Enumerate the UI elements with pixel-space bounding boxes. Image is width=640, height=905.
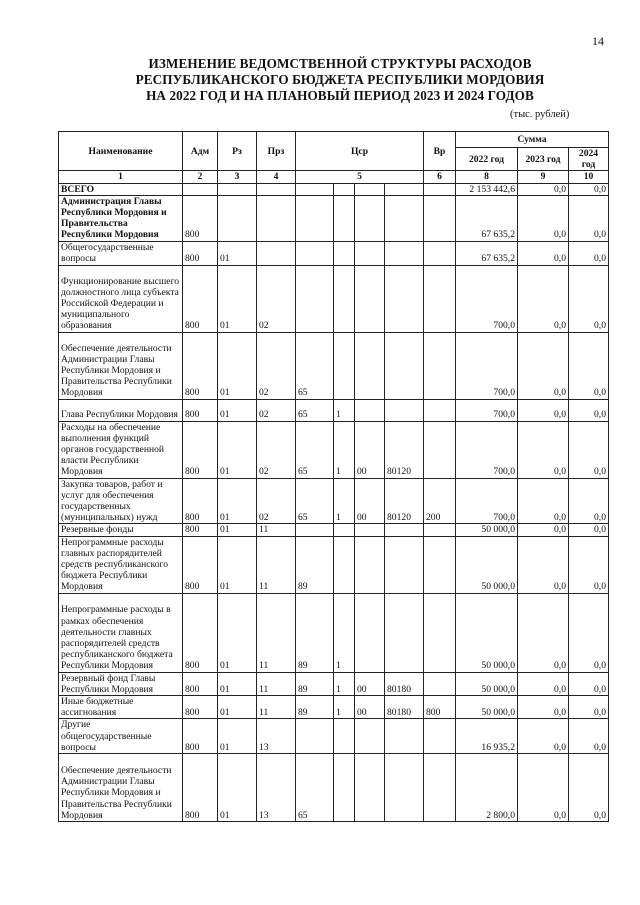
document-title xyxy=(120,56,560,104)
cell-sum-2022: 2 800,0 xyxy=(456,754,518,822)
table-row xyxy=(59,241,609,265)
cell-csr-subprogram: 1 xyxy=(334,593,355,672)
cell-sum-2024: 0,0 xyxy=(569,195,609,241)
cell-sum-2022: 50 000,0 xyxy=(456,672,518,695)
cell-sum-2024: 0,0 xyxy=(569,696,609,719)
cell-sum-2022: 50 000,0 xyxy=(456,593,518,672)
table-row xyxy=(59,265,609,332)
cell-vr xyxy=(424,672,456,695)
cell-csr-event xyxy=(355,719,385,754)
cell-sum-2023: 0,0 xyxy=(518,672,569,695)
cell-sum-2022: 50 000,0 xyxy=(456,536,518,593)
col-number: 4 xyxy=(257,171,296,183)
cell-csr-program: 65 xyxy=(296,421,334,478)
cell-csr-subprogram xyxy=(334,195,355,241)
cell-csr-program xyxy=(296,265,334,332)
col-number: 1 xyxy=(59,171,183,183)
table-row xyxy=(59,183,609,195)
cell-prz: 11 xyxy=(257,524,296,536)
row-name: Закупка товаров, работ и услуг для обеспечения государственных (муниципальных) нужд xyxy=(59,478,183,524)
header-adm: Адм xyxy=(183,132,218,171)
cell-sum-2023: 0,0 xyxy=(518,265,569,332)
cell-adm: 800 xyxy=(183,524,218,536)
header-2022: 2022 год xyxy=(456,148,518,171)
cell-csr-direction: 80180 xyxy=(385,672,424,695)
header-vr: Вр xyxy=(424,132,456,171)
cell-sum-2024: 0,0 xyxy=(569,478,609,524)
cell-csr-event: 00 xyxy=(355,696,385,719)
cell-csr-subprogram xyxy=(334,241,355,265)
cell-sum-2023: 0,0 xyxy=(518,399,569,421)
cell-csr-subprogram: 1 xyxy=(334,696,355,719)
cell-rz: 01 xyxy=(218,536,257,593)
cell-csr-program: 89 xyxy=(296,696,334,719)
cell-vr xyxy=(424,536,456,593)
cell-vr xyxy=(424,593,456,672)
cell-csr-event xyxy=(355,536,385,593)
col-number: 3 xyxy=(218,171,257,183)
row-name: Иные бюджетные ассигнования xyxy=(59,696,183,719)
cell-csr-event xyxy=(355,754,385,822)
row-name: Резервные фонды xyxy=(59,524,183,536)
cell-sum-2023: 0,0 xyxy=(518,524,569,536)
cell-rz: 01 xyxy=(218,754,257,822)
cell-csr-subprogram: 1 xyxy=(334,421,355,478)
cell-sum-2024: 0,0 xyxy=(569,399,609,421)
cell-csr-direction xyxy=(385,754,424,822)
cell-sum-2022: 16 935,2 xyxy=(456,719,518,754)
table-row xyxy=(59,536,609,593)
cell-vr xyxy=(424,719,456,754)
header-rz: Рз xyxy=(218,132,257,171)
cell-sum-2023: 0,0 xyxy=(518,332,569,399)
cell-csr-direction: 80120 xyxy=(385,478,424,524)
col-number: 5 xyxy=(296,171,424,183)
cell-csr-subprogram xyxy=(334,265,355,332)
cell-csr-direction xyxy=(385,183,424,195)
cell-adm: 800 xyxy=(183,536,218,593)
header-csr: Цср xyxy=(296,132,424,171)
cell-sum-2024: 0,0 xyxy=(569,754,609,822)
cell-csr-event xyxy=(355,183,385,195)
cell-adm: 800 xyxy=(183,696,218,719)
cell-csr-direction xyxy=(385,265,424,332)
table-row xyxy=(59,399,609,421)
cell-sum-2024: 0,0 xyxy=(569,536,609,593)
cell-vr xyxy=(424,265,456,332)
cell-sum-2022: 50 000,0 xyxy=(456,524,518,536)
col-number: 9 xyxy=(518,171,569,183)
cell-prz: 11 xyxy=(257,536,296,593)
cell-adm: 800 xyxy=(183,754,218,822)
cell-sum-2024: 0,0 xyxy=(569,241,609,265)
page-number: 14 xyxy=(592,34,604,48)
cell-prz: 02 xyxy=(257,478,296,524)
cell-vr xyxy=(424,332,456,399)
cell-csr-program: 65 xyxy=(296,399,334,421)
cell-csr-direction xyxy=(385,241,424,265)
table-row xyxy=(59,754,609,822)
cell-csr-program xyxy=(296,183,334,195)
col-number: 8 xyxy=(456,171,518,183)
table-row xyxy=(59,593,609,672)
table-body xyxy=(59,183,609,821)
cell-sum-2024: 0,0 xyxy=(569,672,609,695)
cell-sum-2024: 0,0 xyxy=(569,332,609,399)
cell-sum-2022: 50 000,0 xyxy=(456,696,518,719)
table-row xyxy=(59,672,609,695)
cell-rz: 01 xyxy=(218,478,257,524)
cell-adm: 800 xyxy=(183,478,218,524)
cell-sum-2023: 0,0 xyxy=(518,421,569,478)
header-2024: 2024 год xyxy=(569,148,609,171)
row-name: Другие общегосударственные вопросы xyxy=(59,719,183,754)
cell-csr-program: 89 xyxy=(296,672,334,695)
row-name: Общегосударственные вопросы xyxy=(59,241,183,265)
cell-rz: 01 xyxy=(218,241,257,265)
cell-prz: 02 xyxy=(257,332,296,399)
cell-sum-2022: 67 635,2 xyxy=(456,195,518,241)
cell-vr xyxy=(424,399,456,421)
cell-csr-direction xyxy=(385,593,424,672)
cell-sum-2023: 0,0 xyxy=(518,195,569,241)
cell-csr-direction xyxy=(385,399,424,421)
cell-rz: 01 xyxy=(218,719,257,754)
column-numbers-row xyxy=(59,171,609,183)
cell-adm: 800 xyxy=(183,332,218,399)
table-row xyxy=(59,524,609,536)
header-prz: Прз xyxy=(257,132,296,171)
cell-vr xyxy=(424,195,456,241)
cell-rz: 01 xyxy=(218,593,257,672)
cell-sum-2023: 0,0 xyxy=(518,593,569,672)
cell-rz: 01 xyxy=(218,421,257,478)
cell-sum-2024: 0,0 xyxy=(569,265,609,332)
cell-rz: 01 xyxy=(218,696,257,719)
table-row xyxy=(59,696,609,719)
table-row xyxy=(59,332,609,399)
cell-prz: 11 xyxy=(257,696,296,719)
units-note: (тыс. рублей) xyxy=(510,109,570,120)
cell-sum-2023: 0,0 xyxy=(518,719,569,754)
header-2023: 2023 год xyxy=(518,148,569,171)
cell-vr xyxy=(424,754,456,822)
cell-csr-program: 65 xyxy=(296,478,334,524)
col-number: 10 xyxy=(569,171,609,183)
cell-csr-event: 00 xyxy=(355,478,385,524)
row-name: Функционирование высшего должностного лица субъекта Российской Федерации и муниципального образования xyxy=(59,265,183,332)
cell-prz: 11 xyxy=(257,672,296,695)
cell-sum-2022: 700,0 xyxy=(456,478,518,524)
row-name: Непрограммные расходы главных распорядителей средств республиканского бюджета Республики Мордовия xyxy=(59,536,183,593)
cell-csr-program: 89 xyxy=(296,593,334,672)
cell-csr-direction xyxy=(385,719,424,754)
cell-prz xyxy=(257,183,296,195)
cell-csr-program xyxy=(296,241,334,265)
table-row xyxy=(59,195,609,241)
cell-rz: 01 xyxy=(218,399,257,421)
cell-adm: 800 xyxy=(183,719,218,754)
cell-adm: 800 xyxy=(183,399,218,421)
row-name: Резервный фонд Главы Республики Мордовия xyxy=(59,672,183,695)
cell-adm: 800 xyxy=(183,593,218,672)
row-name: ВСЕГО xyxy=(59,183,183,195)
cell-sum-2023: 0,0 xyxy=(518,478,569,524)
cell-sum-2023: 0,0 xyxy=(518,696,569,719)
cell-prz: 13 xyxy=(257,719,296,754)
cell-csr-subprogram xyxy=(334,719,355,754)
cell-csr-event xyxy=(355,332,385,399)
cell-csr-event xyxy=(355,593,385,672)
cell-adm: 800 xyxy=(183,421,218,478)
cell-csr-event xyxy=(355,399,385,421)
cell-sum-2024: 0,0 xyxy=(569,421,609,478)
cell-csr-program xyxy=(296,524,334,536)
cell-sum-2024: 0,0 xyxy=(569,593,609,672)
title-line-1: ИЗМЕНЕНИЕ ВЕДОМСТВЕННОЙ СТРУКТУРЫ РАСХОДОВ xyxy=(148,56,532,71)
cell-rz: 01 xyxy=(218,332,257,399)
cell-vr: 800 xyxy=(424,696,456,719)
cell-prz: 11 xyxy=(257,593,296,672)
cell-sum-2023: 0,0 xyxy=(518,183,569,195)
cell-sum-2022: 2 153 442,6 xyxy=(456,183,518,195)
title-line-2: РЕСПУБЛИКАНСКОГО БЮДЖЕТА РЕСПУБЛИКИ МОРДОВИЯ xyxy=(135,72,545,87)
cell-csr-event xyxy=(355,195,385,241)
row-name: Расходы на обеспечение выполнения функций органов государственной власти Республики Мордовия xyxy=(59,421,183,478)
cell-prz: 02 xyxy=(257,421,296,478)
cell-csr-subprogram: 1 xyxy=(334,672,355,695)
row-name: Непрограммные расходы в рамках обеспечения деятельности главных распорядителей средств республиканского бюджета Республики Мордовия xyxy=(59,593,183,672)
cell-sum-2022: 67 635,2 xyxy=(456,241,518,265)
cell-csr-direction xyxy=(385,332,424,399)
cell-prz: 13 xyxy=(257,754,296,822)
cell-csr-program xyxy=(296,719,334,754)
cell-rz: 01 xyxy=(218,265,257,332)
cell-sum-2022: 700,0 xyxy=(456,399,518,421)
cell-csr-direction: 80180 xyxy=(385,696,424,719)
cell-vr xyxy=(424,241,456,265)
cell-prz: 02 xyxy=(257,265,296,332)
cell-rz xyxy=(218,195,257,241)
cell-csr-subprogram xyxy=(334,524,355,536)
cell-prz xyxy=(257,195,296,241)
cell-sum-2022: 700,0 xyxy=(456,265,518,332)
header-sum: Сумма xyxy=(456,132,609,148)
cell-adm xyxy=(183,183,218,195)
cell-csr-subprogram: 1 xyxy=(334,399,355,421)
cell-csr-direction xyxy=(385,195,424,241)
cell-sum-2022: 700,0 xyxy=(456,332,518,399)
table-row xyxy=(59,719,609,754)
cell-vr xyxy=(424,183,456,195)
cell-csr-event xyxy=(355,241,385,265)
table-row xyxy=(59,421,609,478)
cell-csr-subprogram xyxy=(334,754,355,822)
cell-csr-event: 00 xyxy=(355,421,385,478)
row-name: Обеспечение деятельности Администрации Главы Республики Мордовия и Правительства Республики Мордовия xyxy=(59,332,183,399)
cell-adm: 800 xyxy=(183,195,218,241)
cell-csr-subprogram: 1 xyxy=(334,478,355,524)
cell-adm: 800 xyxy=(183,672,218,695)
cell-adm: 800 xyxy=(183,241,218,265)
cell-rz: 01 xyxy=(218,672,257,695)
cell-csr-subprogram xyxy=(334,536,355,593)
cell-csr-event xyxy=(355,524,385,536)
cell-rz: 01 xyxy=(218,524,257,536)
cell-vr: 200 xyxy=(424,478,456,524)
cell-csr-event xyxy=(355,265,385,332)
cell-vr xyxy=(424,421,456,478)
cell-sum-2024: 0,0 xyxy=(569,524,609,536)
cell-vr xyxy=(424,524,456,536)
cell-sum-2023: 0,0 xyxy=(518,241,569,265)
cell-sum-2022: 700,0 xyxy=(456,421,518,478)
row-name: Глава Республики Мордовия xyxy=(59,399,183,421)
cell-rz xyxy=(218,183,257,195)
cell-prz xyxy=(257,241,296,265)
budget-table xyxy=(58,131,609,822)
cell-csr-direction xyxy=(385,524,424,536)
col-number: 6 xyxy=(424,171,456,183)
cell-prz: 02 xyxy=(257,399,296,421)
cell-sum-2023: 0,0 xyxy=(518,536,569,593)
cell-csr-program: 65 xyxy=(296,332,334,399)
table-row xyxy=(59,478,609,524)
cell-sum-2023: 0,0 xyxy=(518,754,569,822)
title-line-3: НА 2022 ГОД И НА ПЛАНОВЫЙ ПЕРИОД 2023 И 2024 ГОДОВ xyxy=(146,88,534,103)
cell-csr-subprogram xyxy=(334,183,355,195)
cell-csr-program xyxy=(296,195,334,241)
row-name: Администрация Главы Республики Мордовия и Правительства Республики Мордовия xyxy=(59,195,183,241)
cell-sum-2024: 0,0 xyxy=(569,719,609,754)
row-name: Обеспечение деятельности Администрации Главы Республики Мордовия и Правительства Республики Мордовия xyxy=(59,754,183,822)
cell-csr-program: 89 xyxy=(296,536,334,593)
cell-sum-2024: 0,0 xyxy=(569,183,609,195)
cell-csr-program: 65 xyxy=(296,754,334,822)
col-number: 2 xyxy=(183,171,218,183)
header-name: Наименование xyxy=(59,132,183,171)
cell-csr-subprogram xyxy=(334,332,355,399)
cell-csr-direction: 80120 xyxy=(385,421,424,478)
cell-csr-event: 00 xyxy=(355,672,385,695)
cell-adm: 800 xyxy=(183,265,218,332)
cell-csr-direction xyxy=(385,536,424,593)
